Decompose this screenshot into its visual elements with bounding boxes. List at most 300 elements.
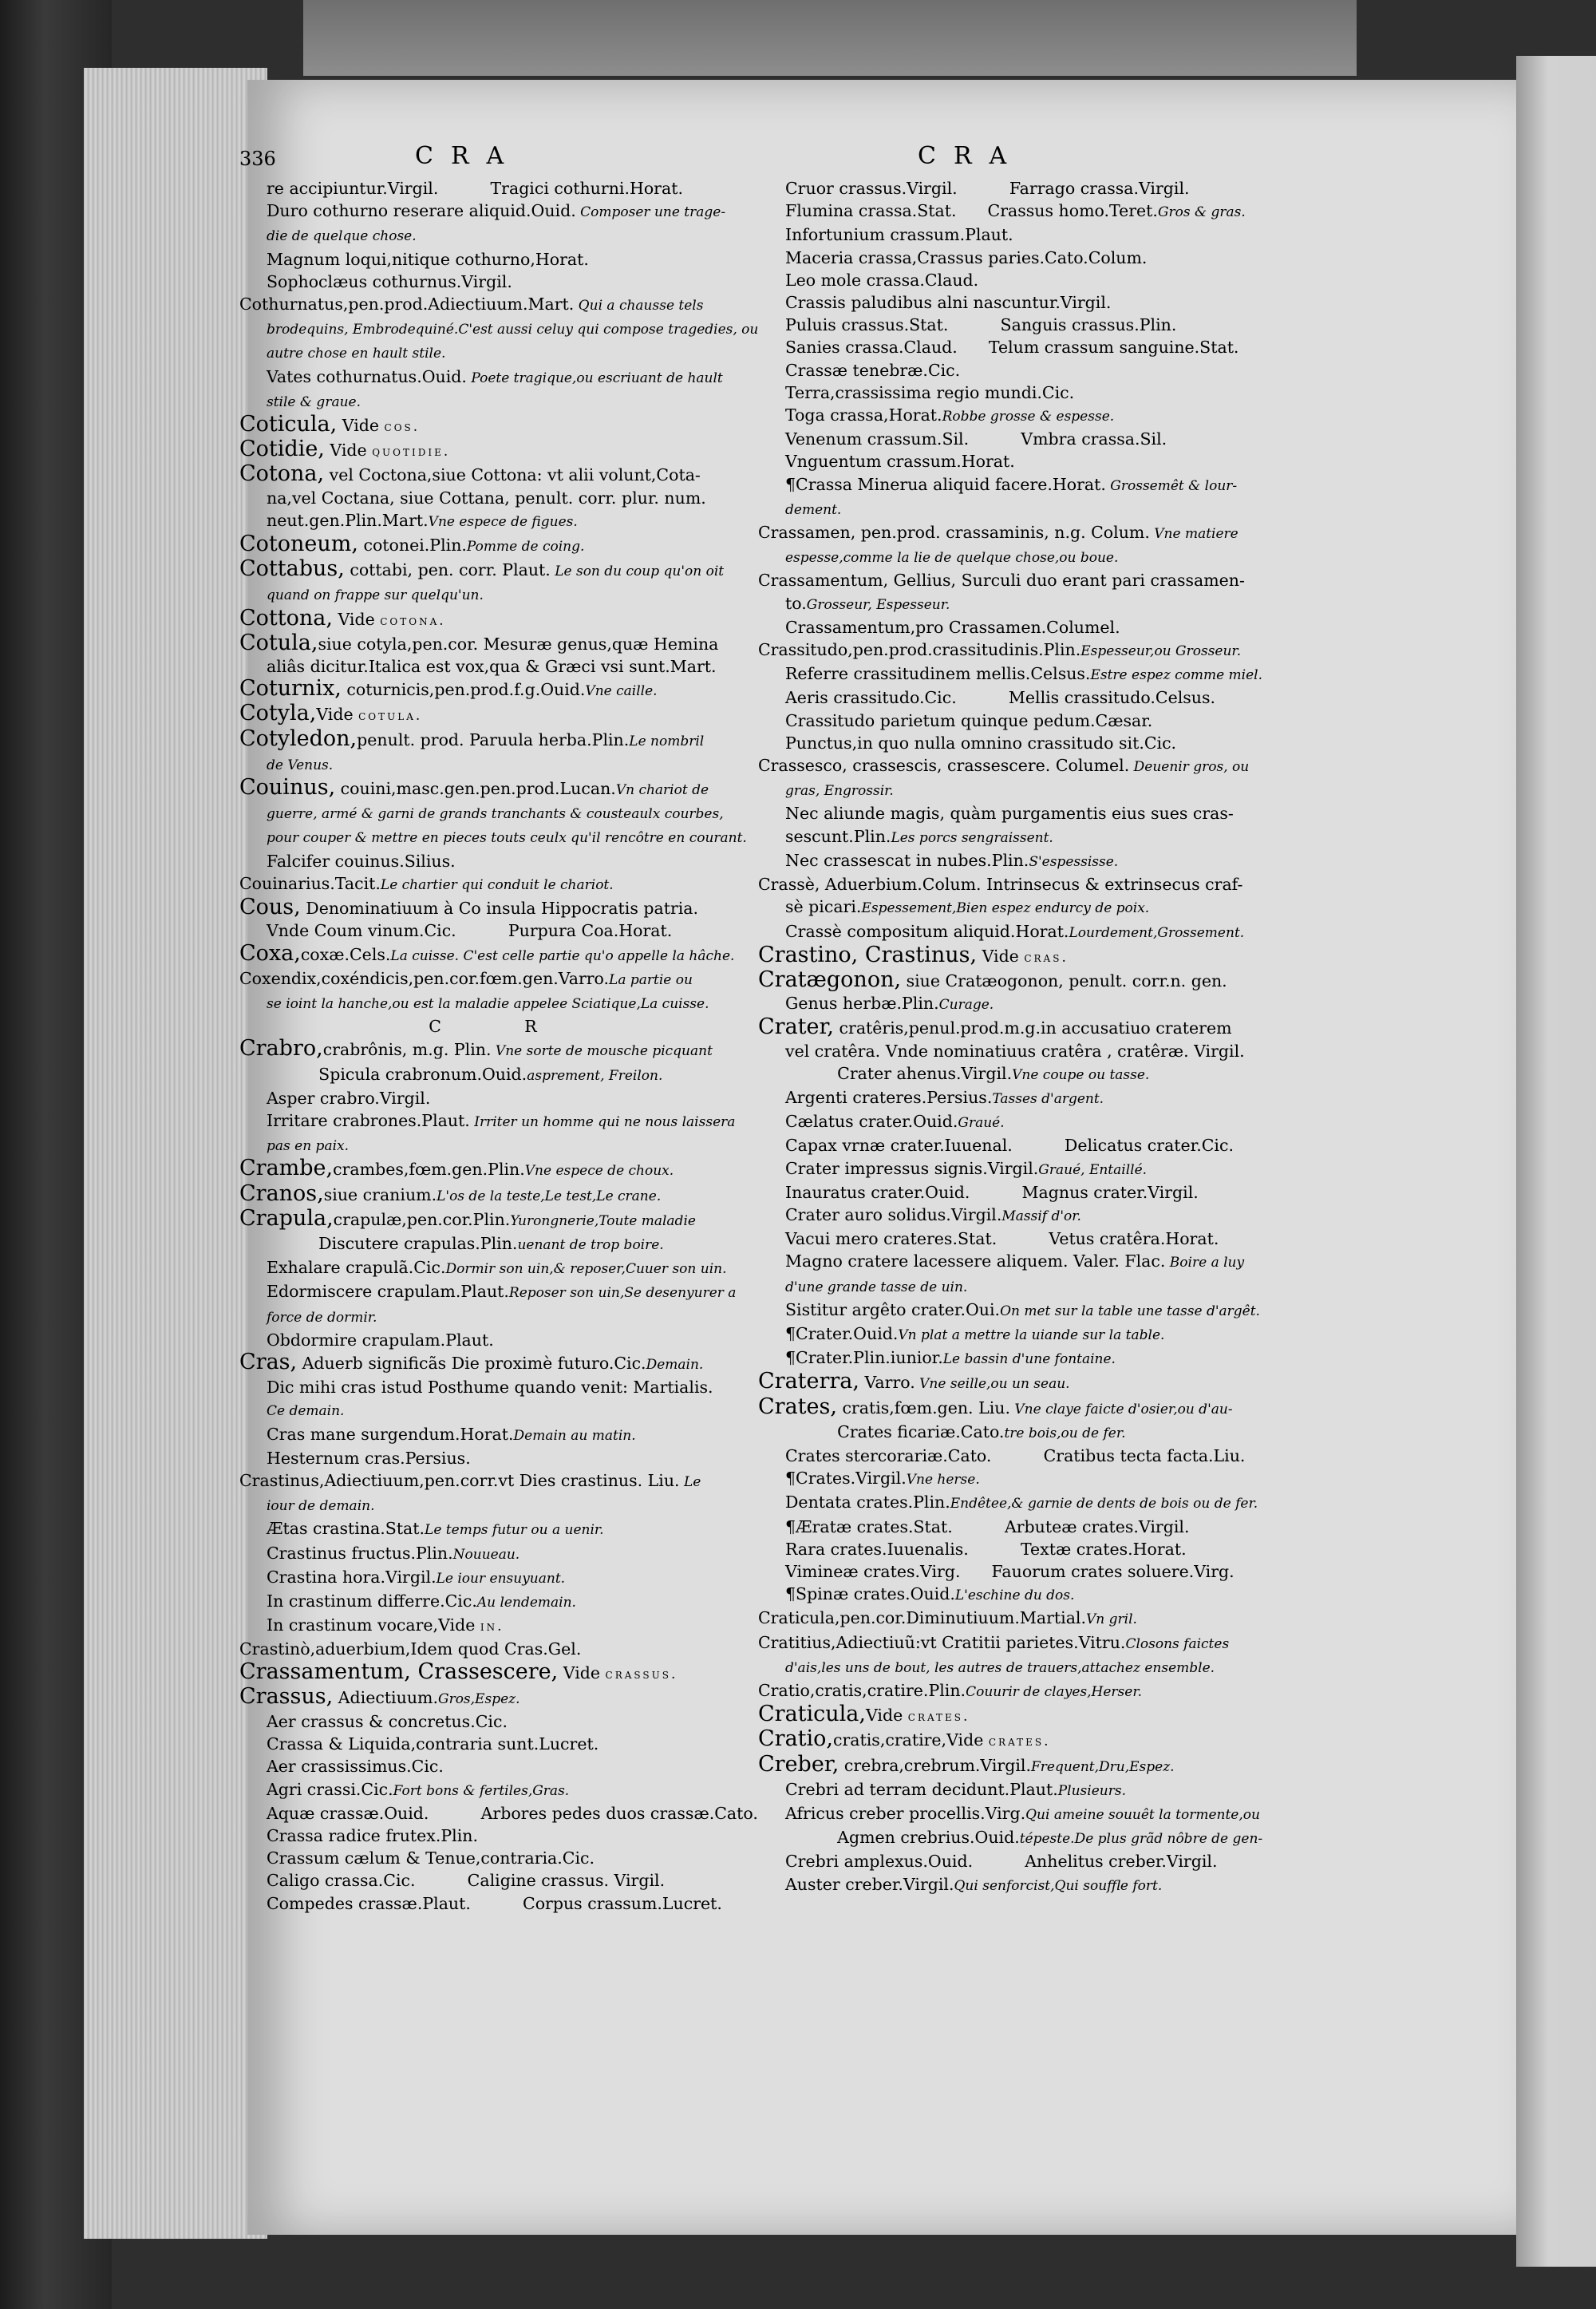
entry-line: [239, 1517, 726, 1541]
latin-text: Ætas crastina.Stat.: [267, 1519, 425, 1539]
headword: Craterra,: [758, 1369, 859, 1394]
latin-text: Leo mole crassa.Claud.: [785, 270, 979, 290]
headword: Crapula,: [239, 1205, 334, 1231]
headword: Cotyledon,: [239, 726, 358, 751]
headword: Coxa,: [239, 940, 301, 966]
latin-text: Nec aliunde magis, quàm purgamentis eius sues cras-: [785, 804, 1234, 824]
latin-text: Falcifer couinus.Silius.: [267, 851, 456, 871]
headword: Craticula,: [758, 1702, 866, 1727]
french-gloss: Robbe grosse & espesse.: [942, 409, 1115, 425]
french-gloss: se ioint la hanche,ou est la maladie appelee Sciatique,La cuisse.: [267, 995, 709, 1012]
latin-text: neut.gen.Plin.Mart.: [267, 510, 429, 530]
entry-line: [239, 1590, 726, 1614]
cross-reference: quotidie.: [372, 444, 451, 461]
entry-line: [239, 1847, 726, 1869]
french-gloss: iour de demain.: [267, 1498, 375, 1515]
entry-line: [758, 1181, 1237, 1204]
french-gloss: Le nombril: [629, 733, 705, 749]
entry-line: [239, 1469, 726, 1493]
latin-text: re accipiuntur.Virgil. Tragici cothurni.Horat.: [267, 179, 683, 198]
entry-line: [758, 1560, 1237, 1583]
entry-line: [239, 872, 726, 896]
latin-text: Couinarius.Tacit.: [239, 873, 381, 893]
french-gloss: Au lendemain.: [476, 1594, 576, 1611]
entry-line: [239, 1087, 726, 1109]
latin-text: siue cranium.: [323, 1184, 437, 1204]
entry-line: [239, 366, 726, 389]
entry-line: [758, 1346, 1237, 1370]
french-gloss: Gros,Espez.: [437, 1690, 520, 1707]
latin-text: Adiectiuum.: [333, 1687, 438, 1707]
french-gloss: Couurir de clayes,Herser.: [966, 1684, 1143, 1700]
entry-line: [758, 428, 1237, 450]
latin-text: Sanies crassa.Claud. Telum crassum sanguine.Stat.: [785, 338, 1239, 358]
entry-line: [239, 1802, 758, 1825]
french-gloss: Nouueau.: [452, 1546, 520, 1563]
latin-text: Dic mihi cras istud Posthume quando venit: Martialis.: [267, 1378, 713, 1398]
french-gloss: Espesseur,ou Grosseur.: [1080, 643, 1242, 660]
latin-text: Crassamentum, Gellius, Surculi duo erant pari crassamen-: [758, 571, 1245, 591]
entry-line: [239, 1015, 726, 1038]
latin-text: Hesternum cras.Persius.: [267, 1448, 471, 1468]
french-gloss: Qui senforcist,Qui souffle fort.: [954, 1877, 1163, 1894]
entry-line: [239, 1133, 726, 1157]
french-gloss: de Venus.: [267, 757, 334, 773]
entry-line: [758, 1396, 1237, 1421]
headword: Cotoneum,: [239, 532, 358, 557]
latin-text: to.: [785, 593, 807, 613]
french-gloss: Estre espez comme miel.: [1090, 667, 1263, 684]
french-gloss: Le bassin d'une fontaine.: [942, 1351, 1116, 1368]
entry-line: [758, 269, 1237, 291]
latin-text: Africus creber procellis.Virg.: [785, 1804, 1026, 1824]
latin-text: Crassè compositum aliquid.Horat.: [785, 921, 1069, 941]
entry-line: [758, 1016, 1237, 1039]
latin-text: Crassæ tenebræ.Cic.: [785, 360, 961, 380]
latin-text: Craticula,pen.cor.Diminutiuum.Martial.: [758, 1608, 1086, 1628]
entry-line: [239, 1542, 726, 1566]
latin-text: Vates cothurnatus.Ouid.: [267, 366, 467, 386]
entry-line: [239, 558, 726, 583]
french-gloss: Vne seille,ou un seau.: [915, 1376, 1070, 1393]
entry-line: [758, 1134, 1237, 1156]
entry-line: [758, 1802, 1260, 1826]
latin-text: In crastinum differre.Cic.: [267, 1591, 477, 1611]
entry-line: [239, 223, 726, 247]
headword: Cotona,: [239, 461, 325, 487]
headword: Crassus,: [239, 1683, 334, 1709]
entry-line: [758, 639, 1242, 662]
french-gloss: S'espessisse.: [1029, 853, 1119, 870]
latin-text: Aer crassus & concretus.Cic.: [267, 1712, 508, 1731]
entry-line: [239, 678, 726, 702]
french-gloss: Qui a chausse tels: [574, 298, 704, 314]
entry-line: [758, 291, 1237, 314]
headword: Cotidie,: [239, 437, 325, 462]
latin-text: Crater auro solidus.Virgil.: [785, 1204, 1002, 1224]
latin-text: Crassa radice frutex.Plin.: [267, 1826, 478, 1846]
latin-text: couini,masc.gen.pen.prod.Lucan.: [335, 779, 616, 799]
entry-line: [239, 1256, 726, 1280]
latin-text: crabrônis, m.g. Plin.: [322, 1040, 492, 1060]
latin-text: Punctus,in quo nulla omnino crassitudo sit.Cic.: [785, 733, 1177, 753]
latin-text: aliâs dicitur.Italica est vox,qua & Græci vsi sunt.Mart.: [267, 657, 717, 677]
entry-line: [758, 849, 1237, 873]
latin-text: siue cotyla,pen.cor. Mesuræ genus,quæ Hemina: [318, 634, 719, 654]
cross-reference: crassus.: [605, 1666, 678, 1682]
latin-text: Agri crassi.Cic.: [267, 1779, 393, 1799]
entry-line: [758, 778, 1237, 802]
latin-text: Venenum crassum.Sil. Vmbra crassa.Sil.: [785, 429, 1167, 449]
entry-line: [758, 1583, 1237, 1607]
french-gloss: Vne matiere: [1149, 526, 1238, 543]
french-gloss: Gros & gras.: [1157, 204, 1246, 221]
latin-text: Vacui mero crateres.Stat. Vetus cratêra.Horat.: [785, 1229, 1219, 1249]
latin-text: Vide: [332, 609, 381, 629]
entry-line: [239, 801, 726, 825]
latin-text: Referre crassitudinem mellis.Celsus.: [785, 664, 1091, 684]
french-gloss: Vne sorte de mousche picquant: [491, 1043, 713, 1060]
latin-text: Magno cratere lacessere aliquem. Valer. Flac.: [785, 1251, 1166, 1271]
french-gloss: Vn chariot de: [615, 782, 709, 799]
latin-text: Cothurnatus,pen.prod.Adiectiuum.Mart.: [239, 295, 575, 314]
entry-line: [758, 1631, 1237, 1655]
entry-line: [758, 200, 1246, 223]
latin-text: Caligo crassa.Cic. Caligine crassus. Virgil.: [267, 1871, 666, 1891]
latin-text: Crassitudo parietum quinque pedum.Cæsar.: [785, 710, 1153, 730]
latin-text: Vide: [316, 705, 359, 725]
french-gloss: Vn plat a mettre la uiande sur la table.: [898, 1326, 1165, 1343]
entry-line: [239, 1638, 726, 1660]
entry-line: [239, 1755, 726, 1777]
entry-line: [239, 200, 726, 223]
entry-line: [758, 1655, 1237, 1679]
headword: Coturnix,: [239, 676, 342, 702]
latin-text: Cratio,cratis,cratire.Plin.: [758, 1681, 966, 1700]
french-gloss: Demain.: [646, 1356, 704, 1373]
entry-line: [239, 487, 726, 509]
entry-line: [758, 336, 1237, 358]
latin-text: Crastinus fructus.Plin.: [267, 1543, 453, 1563]
latin-text: Vide: [977, 946, 1025, 966]
latin-text: Flumina crassa.Stat. Crassus homo.Teret.: [785, 201, 1158, 221]
entry-line: [758, 1753, 1237, 1778]
entry-line: [239, 389, 726, 413]
entry-line: [239, 1683, 726, 1710]
entry-line: [758, 314, 1237, 336]
latin-text: cratis,cratire,Vide: [833, 1730, 989, 1750]
entry-line: [758, 825, 1237, 849]
entry-line: [758, 1157, 1237, 1181]
entry-line: [758, 473, 1237, 497]
entry-line: [239, 463, 726, 486]
french-gloss: Curage.: [938, 997, 994, 1014]
french-gloss: Massif d'or.: [1001, 1208, 1081, 1224]
binding-strip: [303, 0, 1357, 76]
latin-text: sè picari.: [785, 897, 862, 917]
latin-text: Auster creber.Virgil.: [785, 1874, 954, 1894]
entry-line: [239, 1493, 726, 1517]
entry-line: [239, 1038, 726, 1062]
entry-line: [758, 896, 1237, 919]
latin-text: Vide: [337, 416, 385, 436]
headword: Crates,: [758, 1394, 837, 1419]
french-gloss: Vn gril.: [1086, 1611, 1137, 1628]
entry-line: [239, 1157, 726, 1182]
entry-line: [239, 509, 726, 533]
headword: Crabro,: [239, 1036, 323, 1062]
latin-text: vel Coctona,siue Cottona: vt alii volunt,Cota-: [324, 465, 701, 485]
latin-text: Vide: [865, 1706, 908, 1726]
latin-text: Crates ficariæ.Cato.: [785, 1421, 1005, 1441]
entry-line: [758, 1778, 1237, 1802]
entry-line: [239, 850, 726, 872]
french-gloss: Grossemêt & lour-: [1105, 477, 1238, 494]
entry-line: [239, 728, 726, 753]
french-gloss: On met sur la table une tasse d'argêt.: [1000, 1303, 1260, 1319]
latin-text: Argenti crateres.Persius.: [785, 1087, 993, 1107]
french-gloss: force de dormir.: [267, 1309, 377, 1326]
latin-text: cratêris,penul.prod.m.g.in accusatiuo craterem: [834, 1018, 1232, 1038]
french-gloss: Vne herse.: [906, 1472, 980, 1489]
entry-line: [758, 1445, 1246, 1467]
entry-line: [758, 592, 1237, 616]
latin-text: ¶Crater.Plin.iunior.: [785, 1348, 943, 1368]
french-gloss: gras, Engrossir.: [785, 783, 894, 800]
entry-line: [239, 1710, 726, 1733]
entry-line: [239, 1180, 726, 1208]
entry-line: [758, 1538, 1237, 1560]
entry-line: [239, 177, 726, 200]
latin-text: ¶Æratæ crates.Stat. Arbuteæ crates.Virgil.: [785, 1516, 1190, 1536]
latin-text: Crastinò,aduerbium,Idem quod Cras.Gel.: [239, 1639, 582, 1659]
french-gloss: Le iour ensuyuant.: [436, 1570, 566, 1587]
entry-line: [239, 1661, 726, 1686]
latin-text: Crassamentum,pro Crassamen.Columel.: [785, 617, 1120, 637]
latin-text: Crastina hora.Virgil.: [267, 1567, 437, 1587]
latin-text: cratis,fœm.gen. Liu.: [836, 1398, 1010, 1417]
latin-text: Crassitudo,pen.prod.crassitudinis.Plin.: [758, 640, 1081, 660]
entry-line: [758, 359, 1237, 382]
latin-text: penult. prod. Paruula herba.Plin.: [357, 729, 630, 749]
latin-text: Varro.: [859, 1373, 915, 1393]
entry-line: [239, 1423, 726, 1447]
entry-line: [239, 896, 726, 919]
french-gloss: De plus grãd nôbre de gen-: [1074, 1831, 1263, 1848]
latin-text: Crater impressus signis.Virgil.: [785, 1158, 1039, 1178]
latin-text: Duro cothurno reserare aliquid.Ouid.: [267, 201, 576, 221]
entry-line: [239, 632, 726, 655]
latin-text: Rara crates.Iuuenalis. Textæ crates.Horat.: [785, 1539, 1187, 1559]
french-gloss: Boire a luy: [1165, 1255, 1245, 1271]
entry-line: [239, 1376, 726, 1398]
latin-text: Exhalare crapulã.Cic.: [267, 1258, 446, 1278]
entry-line: [758, 545, 1237, 569]
entry-line: [758, 944, 1237, 969]
latin-text: Crassè, Aduerbium.Colum. Intrinsecus & extrinsecus craf-: [758, 875, 1243, 895]
cross-reference: cotula.: [358, 708, 423, 725]
latin-text: Magnum loqui,nitique cothurno,Horat.: [267, 249, 589, 269]
french-gloss: espesse,comme la lie de quelque chose,ou boue.: [785, 550, 1119, 567]
latin-text: Vnde Coum vinum.Cic. Purpura Coa.Horat.: [267, 921, 673, 941]
latin-text: Asper crabro.Virgil.: [267, 1088, 431, 1108]
entry-line: [239, 967, 726, 991]
entry-line: [758, 732, 1237, 754]
french-gloss: Frequent,Dru,Espez.: [1030, 1758, 1175, 1775]
entry-line: [239, 1892, 726, 1915]
entry-line: [758, 616, 1237, 639]
latin-text: ¶Crater.Ouid.: [785, 1323, 899, 1343]
french-gloss: Dormir son uin,& reposer,Cuuer son uin.: [445, 1261, 727, 1278]
french-gloss: Vne espece de choux.: [524, 1163, 674, 1180]
entry-line: [758, 1850, 1237, 1872]
entry-line: [758, 1086, 1237, 1110]
entry-line: [239, 248, 726, 271]
entry-line: [239, 1280, 737, 1304]
french-gloss: d'ais,les uns de bout, les autres de trauers,attachez ensemble.: [785, 1659, 1215, 1676]
cross-reference: cotona.: [380, 612, 446, 629]
french-gloss: Tasses d'argent.: [992, 1090, 1104, 1107]
latin-text: Cælatus crater.Ouid.: [785, 1112, 958, 1132]
entry-line: [758, 1275, 1237, 1299]
entry-line: [758, 1204, 1237, 1228]
entry-line: [239, 655, 726, 678]
latin-text: coxæ.Cels.: [300, 944, 391, 964]
entry-line: [239, 702, 726, 727]
french-gloss: dement.: [785, 501, 842, 518]
entry-line: [758, 450, 1237, 472]
latin-text: Discutere crapulas.Plin.: [267, 1233, 518, 1253]
latin-text: Vide: [324, 441, 373, 461]
french-gloss: L'eschine du dos.: [954, 1587, 1075, 1604]
french-gloss: Le temps futur ou a uenir.: [425, 1522, 604, 1539]
entry-line: [758, 920, 1245, 944]
latin-text: ¶Spinæ crates.Ouid.: [785, 1584, 955, 1604]
headword: Couinus,: [239, 775, 336, 801]
headword: Cous,: [239, 895, 301, 920]
latin-text: Crebri ad terram decidunt.Plaut.: [785, 1779, 1058, 1799]
french-gloss: Graué.: [958, 1115, 1005, 1132]
entry-line: [239, 940, 735, 967]
latin-text: Aduerb significãs Die proximè futuro.Cic.: [297, 1353, 646, 1373]
entry-line: [239, 293, 726, 317]
entry-line: [239, 777, 726, 801]
headword: Cotula,: [239, 630, 318, 655]
french-gloss: Composer une trage-: [575, 204, 726, 221]
cross-reference: crates.: [907, 1709, 970, 1726]
latin-text: Crates stercorariæ.Cato. Cratibus tecta facta.Liu.: [785, 1445, 1246, 1465]
latin-text: In crastinum vocare,Vide: [267, 1615, 480, 1635]
latin-text: na,vel Coctana, siue Cottana, penult. corr. plur. num.: [267, 488, 706, 508]
entry-line: [758, 969, 1237, 992]
entry-line: [239, 1398, 726, 1422]
entry-line: [239, 583, 726, 607]
latin-text: Obdormire crapulam.Plaut.: [267, 1330, 494, 1350]
entry-line: [758, 1110, 1237, 1134]
latin-text: Crastinus,Adiectiuum,pen.corr.vt Dies crastinus. Liu.: [239, 1470, 680, 1490]
entry-line: [239, 1329, 726, 1351]
french-gloss: Demain au matin.: [513, 1427, 636, 1444]
entry-line: [758, 247, 1237, 269]
entry-line: [239, 317, 759, 341]
french-gloss: Plusieurs.: [1057, 1782, 1126, 1799]
latin-text: vel cratêra. Vnde nominatiuus cratêra , cratêræ. Virgil.: [785, 1041, 1245, 1061]
french-gloss: Yurongnerie,Toute maladie: [510, 1212, 696, 1229]
french-gloss: Closons faictes: [1125, 1635, 1230, 1652]
latin-text: Aquæ crassæ.Ouid. Arbores pedes duos crassæ.Cato.: [267, 1803, 758, 1823]
french-gloss: Deuenir gros, ou: [1129, 759, 1250, 776]
french-gloss: Espessement,Bien espez endurcy de poix.: [861, 900, 1150, 917]
headword: Crassamentum, Crassescere,: [239, 1659, 559, 1684]
french-gloss: Grosseur, Espesseur.: [806, 596, 950, 613]
french-gloss: asprement, Freilon.: [527, 1067, 663, 1084]
latin-text: Puluis crassus.Stat. Sanguis crassus.Plin.: [785, 315, 1177, 335]
entry-line: [758, 1607, 1237, 1631]
french-gloss: Les porcs sengraissent.: [891, 829, 1053, 846]
headword: Cratio,: [758, 1726, 833, 1752]
headword: Cratægonon,: [758, 967, 902, 992]
french-gloss: die de quelque chose.: [267, 228, 417, 245]
entry-line: [239, 1614, 726, 1638]
latin-text: siue Cratæogonon, penult. corr.n. gen.: [901, 971, 1227, 990]
running-header-left: CRA: [415, 142, 522, 170]
entry-line: [239, 1869, 726, 1892]
latin-text: Irritare crabrones.Plaut.: [267, 1110, 470, 1130]
latin-text: C R: [429, 1017, 537, 1037]
latin-text: coturnicis,pen.prod.f.g.Ouid.: [341, 680, 586, 700]
headword: Cottabus,: [239, 556, 345, 582]
latin-text: Inauratus crater.Ouid. Magnus crater.Virgil.: [785, 1182, 1199, 1202]
latin-text: Compedes crassæ.Plaut. Corpus crassum.Lucret.: [267, 1893, 722, 1913]
entry-line: [239, 1825, 726, 1847]
headword: Cranos,: [239, 1180, 324, 1206]
french-gloss: Lourdement,Grossement.: [1069, 924, 1245, 941]
french-gloss: Vne coupe ou tasse.: [1012, 1066, 1150, 1083]
left-column: [239, 177, 759, 1915]
latin-text: Crater ahenus.Virgil.: [785, 1063, 1013, 1083]
french-gloss: Qui ameine souuêt la tormente,ou: [1025, 1807, 1260, 1824]
latin-text: cotonei.Plin.: [358, 536, 467, 556]
right-column: [758, 177, 1263, 1897]
latin-text: Crebri amplexus.Ouid. Anhelitus creber.Virgil.: [785, 1852, 1218, 1872]
entry-line: [758, 1040, 1245, 1062]
entry-line: [239, 1447, 726, 1469]
french-gloss: Le: [679, 1473, 701, 1490]
entry-line: [758, 992, 1237, 1016]
entry-line: [758, 382, 1237, 404]
entry-line: [758, 1491, 1258, 1515]
french-gloss: brodequins, Embrodequiné.C'est aussi celuy qui compose tragedies, ou: [267, 322, 759, 338]
latin-text: Crassa & Liquida,contraria sunt.Lucret.: [267, 1734, 599, 1754]
latin-text: sescunt.Plin.: [785, 826, 891, 846]
french-gloss: stile & graue.: [267, 393, 361, 410]
french-gloss: Vne caille.: [585, 683, 658, 700]
headword: Cottona,: [239, 605, 333, 631]
entry-line: [758, 1323, 1237, 1346]
headword: Crater,: [758, 1014, 835, 1040]
cross-reference: in.: [480, 1619, 504, 1635]
entry-line: [758, 1873, 1237, 1897]
latin-text: Vimineæ crates.Virg. Fauorum crates soluere.Virg.: [785, 1561, 1235, 1581]
entry-line: [239, 1778, 726, 1802]
french-gloss: pour couper & mettre en pieces touts ceulx qu'il rencôtre en courant.: [267, 830, 747, 847]
entry-line: [239, 1063, 726, 1087]
french-gloss: autre chose en hault stile.: [267, 346, 446, 362]
entry-line: [239, 271, 726, 293]
french-gloss: pas en paix.: [267, 1138, 350, 1155]
entry-line: [758, 223, 1237, 246]
latin-text: crebra,crebrum.Virgil.: [839, 1755, 1031, 1775]
